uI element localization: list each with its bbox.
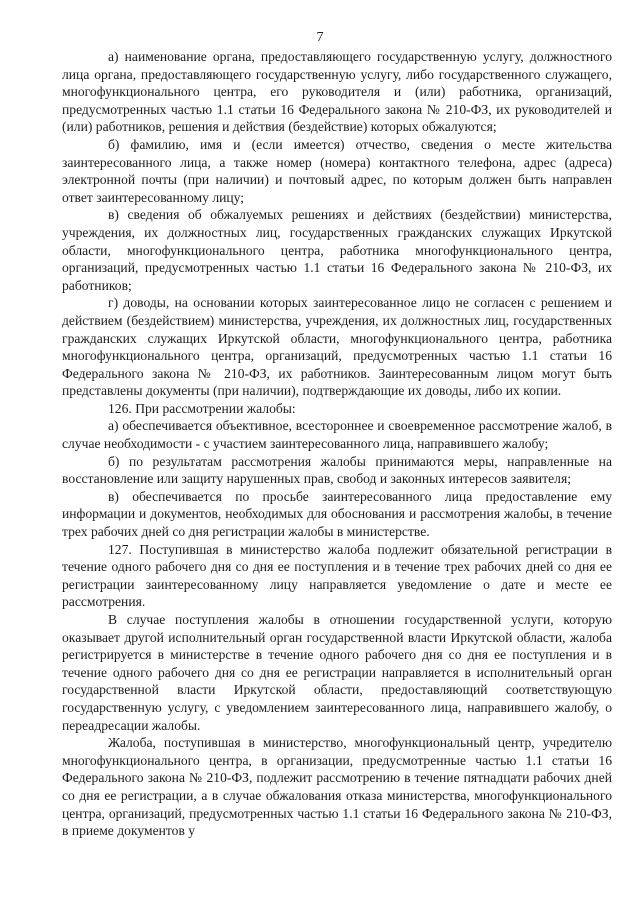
document-body — [62, 48, 612, 840]
page-number: 7 — [316, 30, 324, 45]
paragraph-127: 127. Поступившая в министерство жалоба подлежит обязательной регистрации в течение одного рабочего дня со дня ее поступления и в течение трех рабочих дней со дня ее регистрации заинтересованному лицу направляется уведомление о дате и месте ее рассмотрения. — [62, 541, 612, 610]
paragraph-125b: б) фамилию, имя и (если имеется) отчество, сведения о месте жительства заинтересованного лица, а также номер (номера) контактного телефона, адрес (адреса) электронной почты (при наличии) и почтовый адрес, по которым должен быть направлен ответ заинтересованному лицу; — [62, 136, 612, 205]
paragraph-127-deadline: Жалоба, поступившая в министерство, многофункциональный центр, учредителю многофункционального центра, в организации, предусмотренные частью 1.1 статьи 16 Федерального закона № 210-ФЗ, подлежит рассмотрению в течение пятнадцати рабочих дней со дня ее регистрации, а в случае обжалования отказа министерства, многофункционального центра, организаций, предусмотренных частью 1.1 статьи 16 Федерального закона № 210-ФЗ, в приеме документов у — [62, 735, 612, 839]
paragraph-125g: г) доводы, на основании которых заинтересованное лицо не согласен с решением и действием (бездействием) министерства, учреждения, их должностных лиц, государственных гражданских служащих Иркутской области, многофункционального центра, работника многофункционального центра, организаций, предусмотренных частью 1.1 статьи 16 Федерального закона № 210-ФЗ, их работников. Заинтересованным лицом могут быть представлены документы (при наличии), подтверждающие их доводы, либо их копии. — [62, 295, 612, 399]
paragraph-125v: в) сведения об обжалуемых решениях и действиях (бездействии) министерства, учреждения, их должностных лиц, государственных гражданских служащих Иркутской области, многофункционального центра, работника многофункционального центра, организаций, предусмотренных частью 1.1 статьи 16 Федерального закона № 210-ФЗ, их работников; — [62, 207, 612, 293]
paragraph-127-redirect: В случае поступления жалобы в отношении государственной услуги, которую оказывает другой исполнительный орган государственной власти Иркутской области, жалоба регистрируется в министерстве в течение одного рабочего дня со дня ее поступления и в течение одного рабочего дня со дня ее регистрации направляется в исполнительный орган государственной власти Иркутской области, предоставляющий соответствующую государственную услугу, с уведомлением заинтересованного лица, направившего жалобу, о переадресации жалобы. — [62, 612, 612, 733]
paragraph-126-heading: 126. При рассмотрении жалобы: — [108, 400, 296, 416]
paragraph-126a: а) обеспечивается объективное, всестороннее и своевременное рассмотрение жалоб, в случае необходимости - с участием заинтересованного лица, направившего жалобу; — [62, 418, 612, 452]
paragraph-125a: а) наименование органа, предоставляющего государственную услугу, должностного лица органа, предоставляющего государственную услугу, либо государственного служащего, многофункционального центра, его руководителя и (или) работника, организаций, предусмотренных частью 1.1 статьи 16 Федерального закона № 210-ФЗ, их руководителей и (или) работников, решения и действия (бездействие) которых обжалуются; — [62, 49, 612, 135]
paragraph-126b: б) по результатам рассмотрения жалобы принимаются меры, направленные на восстановление или защиту нарушенных прав, свобод и законных интересов заявителя; — [62, 453, 612, 487]
paragraph-126v: в) обеспечивается по просьбе заинтересованного лица предоставление ему информации и документов, необходимых для обоснования и рассмотрения жалобы, в течение трех рабочих дней со дня регистрации жалобы в министерстве. — [62, 488, 612, 540]
